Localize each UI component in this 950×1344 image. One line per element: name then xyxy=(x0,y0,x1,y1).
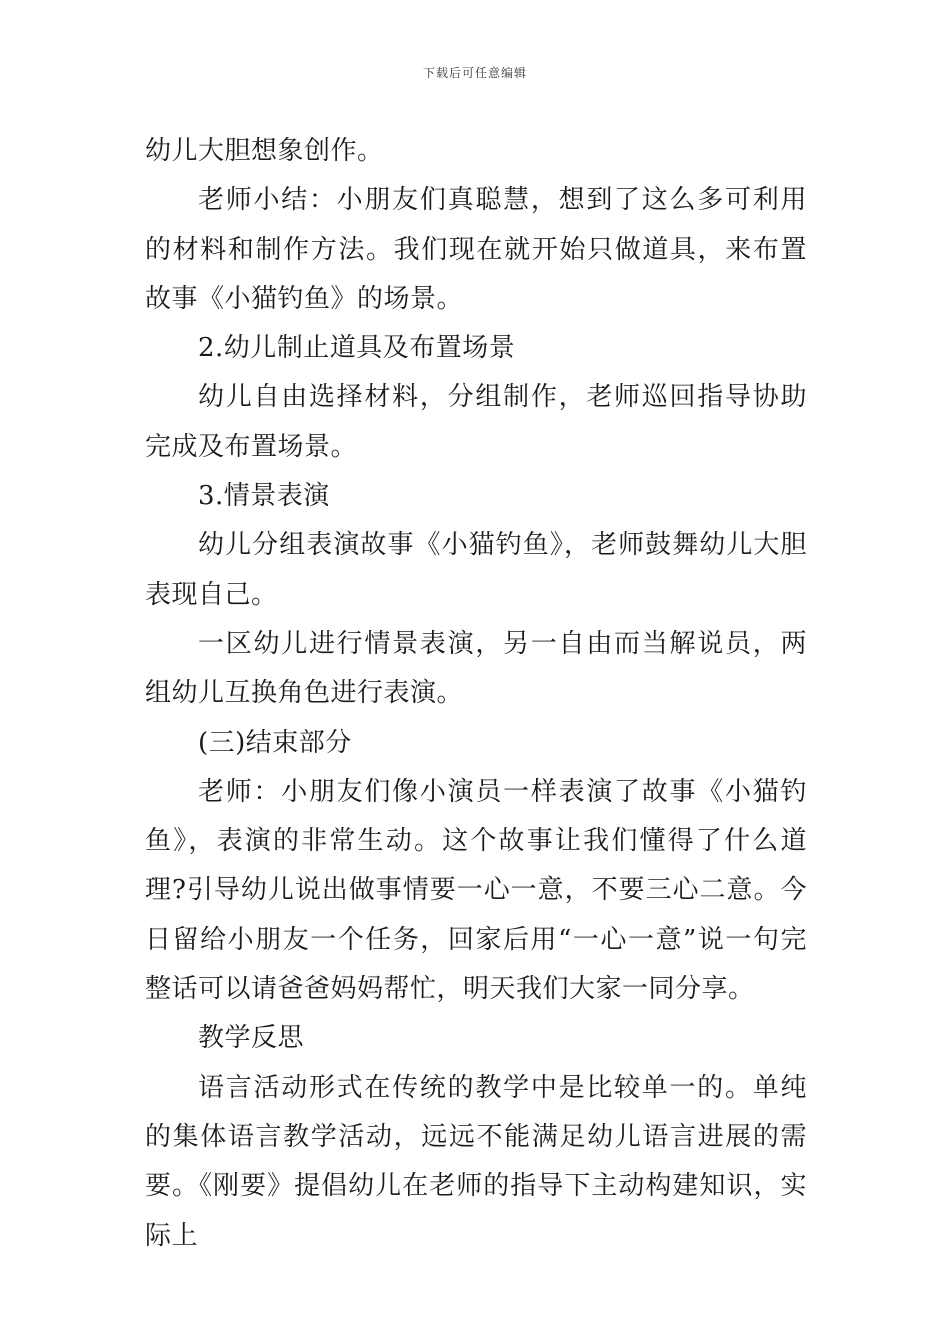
section-heading-reflection: 教学反思 xyxy=(198,1023,305,1054)
paragraph-7: 语言活动形式在传统的教学中是比较单一的。单纯的集体语言教学活动，远远不能满足幼儿语言进展的需要。《刚要》提倡幼儿在老师的指导下主动构建知识，实际上 xyxy=(145,1072,807,1251)
paragraph-6: 老师：小朋友们像小演员一样表演了故事《小猫钓鱼》，表演的非常生动。这个故事让我们懂得了什么道理?引导幼儿说出做事情要一心一意，不要三心二意。今日留给小朋友一个任务，回家后用“一心一意”说一句完整话可以请爸爸妈妈帮忙，明天我们大家一同分享。 xyxy=(145,776,807,1005)
paragraph-2: 老师小结：小朋友们真聪慧，想到了这么多可利用的材料和制作方法。我们现在就开始只做道具，来布置故事《小猫钓鱼》的场景。 xyxy=(145,185,807,314)
paragraph-3: 幼儿自由选择材料，分组制作，老师巡回指导协助完成及布置场景。 xyxy=(145,382,807,462)
section-heading-2: 2.幼儿制止道具及布置场景 xyxy=(198,333,516,364)
paragraph-5: 一区幼儿进行情景表演，另一自由而当解说员，两组幼儿互换角色进行表演。 xyxy=(145,628,807,709)
document-body xyxy=(145,127,807,1261)
section-heading-3: 3.情景表演 xyxy=(198,481,330,512)
section-heading-closing: (三)结束部分 xyxy=(198,727,352,758)
paragraph-4: 幼儿分组表演故事《小猫钓鱼》，老师鼓舞幼儿大胆表现自己。 xyxy=(145,530,807,610)
page-header: 下载后可任意编辑 xyxy=(422,66,527,80)
paragraph-1: 幼儿大胆想象创作。 xyxy=(145,136,384,166)
